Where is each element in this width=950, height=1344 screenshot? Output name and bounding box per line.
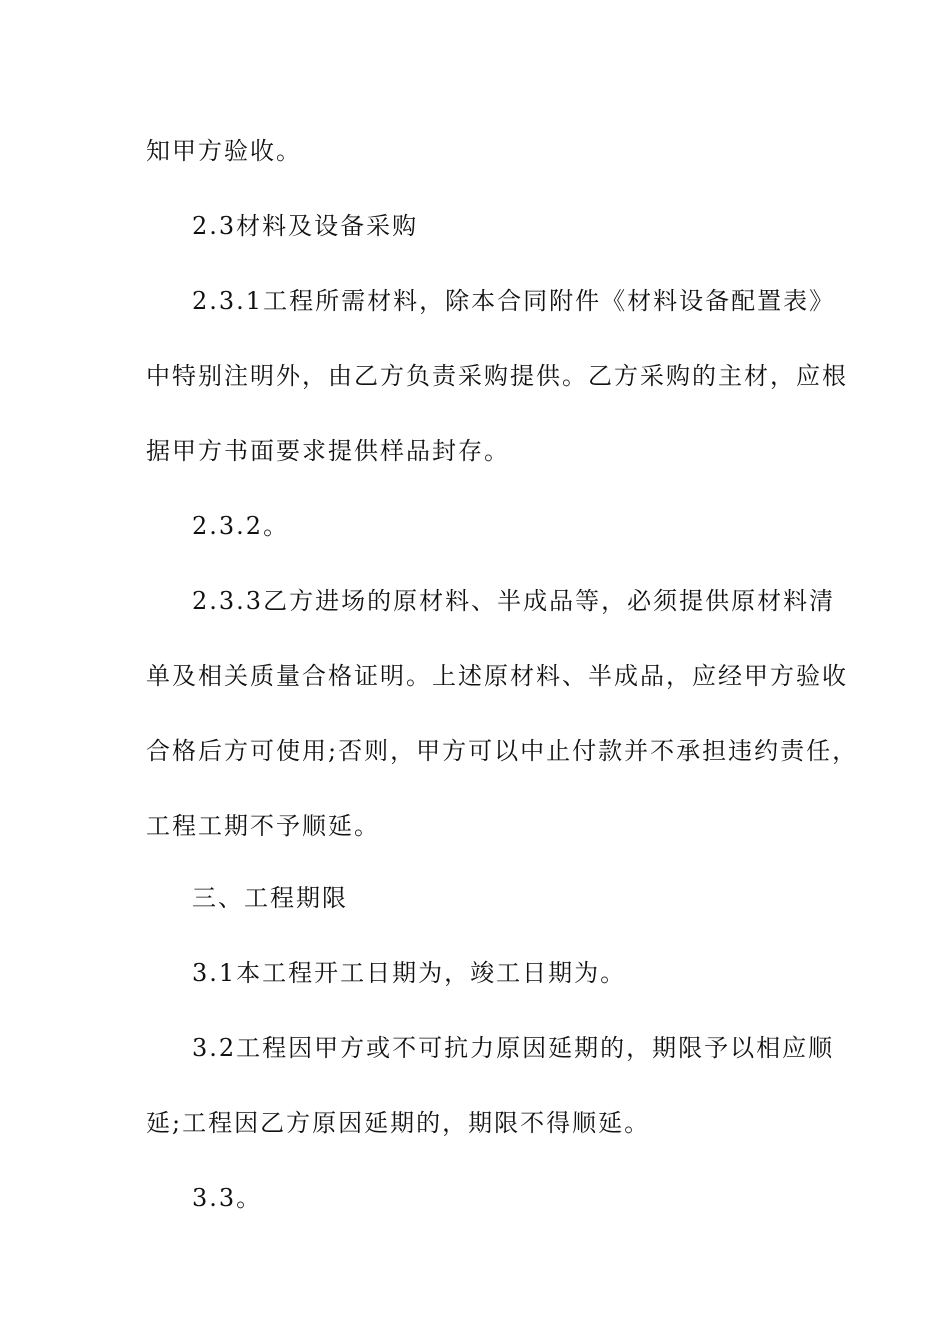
- paragraph-line: 2.3.1工程所需材料，除本合同附件《材料设备配置表》: [192, 287, 836, 315]
- paragraph-line: 3.1本工程开工日期为，竣工日期为。: [192, 959, 627, 987]
- paragraph-line: 2.3.3乙方进场的原材料、半成品等，必须提供原材料清: [192, 587, 836, 615]
- text-line: 知甲方验收。: [146, 137, 302, 165]
- section-heading: 三、工程期限: [192, 884, 348, 912]
- section-heading: 2.3材料及设备采购: [192, 212, 419, 240]
- paragraph-line: 3.2工程因甲方或不可抗力原因延期的，期限予以相应顺: [192, 1034, 835, 1062]
- paragraph-line: 合格后方可使用;否则，甲方可以中止付款并不承担违约责任，: [146, 737, 859, 765]
- paragraph-line: 中特别注明外，由乙方负责采购提供。乙方采购的主材，应根: [146, 362, 848, 390]
- paragraph-line: 延;工程因乙方原因延期的，期限不得顺延。: [146, 1109, 651, 1137]
- paragraph-line: 据甲方书面要求提供样品封存。: [146, 437, 510, 465]
- paragraph-line: 2.3.2。: [192, 512, 290, 540]
- paragraph-line: 单及相关质量合格证明。上述原材料、半成品，应经甲方验收: [146, 662, 848, 690]
- paragraph-line: 工程工期不予顺延。: [146, 812, 380, 840]
- paragraph-line: 3.3。: [192, 1184, 263, 1212]
